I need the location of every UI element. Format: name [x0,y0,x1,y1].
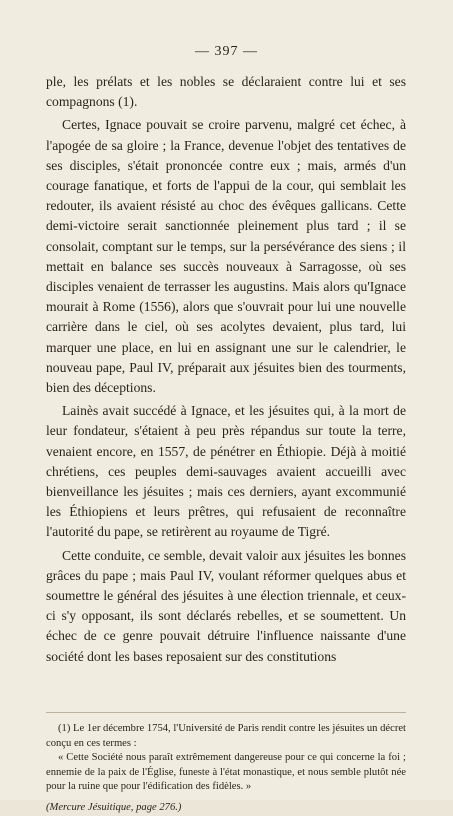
footnotes [46,722,406,816]
paragraph: Cette conduite, ce semble, devait valoir aux jésuites les bonnes grâces du pape ; mais Paul IV, voulant réformer quelques abus et soumettre le général des jésuites à une élection triennale, et ceux-ci s'y opposant, ils sont déclarés rebelles, et se soumettent. Un échec de ce genre pouvait détruire l'influence naissante d'une société dont les bases reposaient sur des constitutions [46,547,406,664]
paragraph: Lainès avait succédé à Ignace, et les jésuites qui, à la mort de leur fondateur, s'étaient à peu près répandus sur toute la terre, venaient encore, en 1557, de pénétrer en Éthiopie. Déjà à moitié chrétiens, ces peuples demi-sauvages avaient accueilli avec bienveillance les jésuites ; mais ces derniers, ayant excommunié les Éthiopiens et leurs prêtres, qui refusaient de reconnaître l'autorité du pape, se retirèrent au royaume de Tigré. [46,403,406,540]
page-number: — 397 — [195,44,258,59]
paragraph: ple, les prélats et les nobles se déclaraient contre lui et ses compagnons (1). [46,74,406,110]
footnote-divider [46,712,406,713]
paragraph: Certes, Ignace pouvait se croire parvenu, malgré cet échec, à l'apogée de sa gloire ; la France, devenue l'objet des tentatives de ses disciples, s'était prononcée contre eux ; mais, armés d'un courage fanatique, et forts de l'appui de la cour, qui semblait les redouter, ils avaient résisté au choc des évêques gallicans. Cette demi-victoire serait sanctionnée pleinement plus tard ; il se consolait, comptant sur le temps, sur la persévérance des siens ; il mettait en balance ses succès nouveaux à Sarragosse, où ses disciples venaient de terrasser les augustins. Mais alors qu'Ignace mourait à Rome (1556), alors que s'ouvrait pour lui une nouvelle carrière dans le ciel, où ses acolytes devaient, plus tard, lui marquer une place, en lui en assignant une sur le calendrier, le nouveau pape, Paul IV, préparait aux jésuites bien des tourments, bien des déceptions. [46,117,406,396]
footnote-quote: « Cette Société nous paraît extrêmement dangereuse pour ce qui concerne la foi ; ennemie de la paix de l'Église, funeste à l'état monastique, et nous semble plutôt née pour la ruine que pour l'édification des fidèles. » [46,752,406,793]
footnote-source: (Mercure Jésuitique, page 276.) [46,801,182,813]
main-text [46,72,406,667]
footnote-line: (1) Le 1er décembre 1754, l'Université de Paris rendit contre les jésuites un décret conçu en ces termes : [46,723,406,749]
